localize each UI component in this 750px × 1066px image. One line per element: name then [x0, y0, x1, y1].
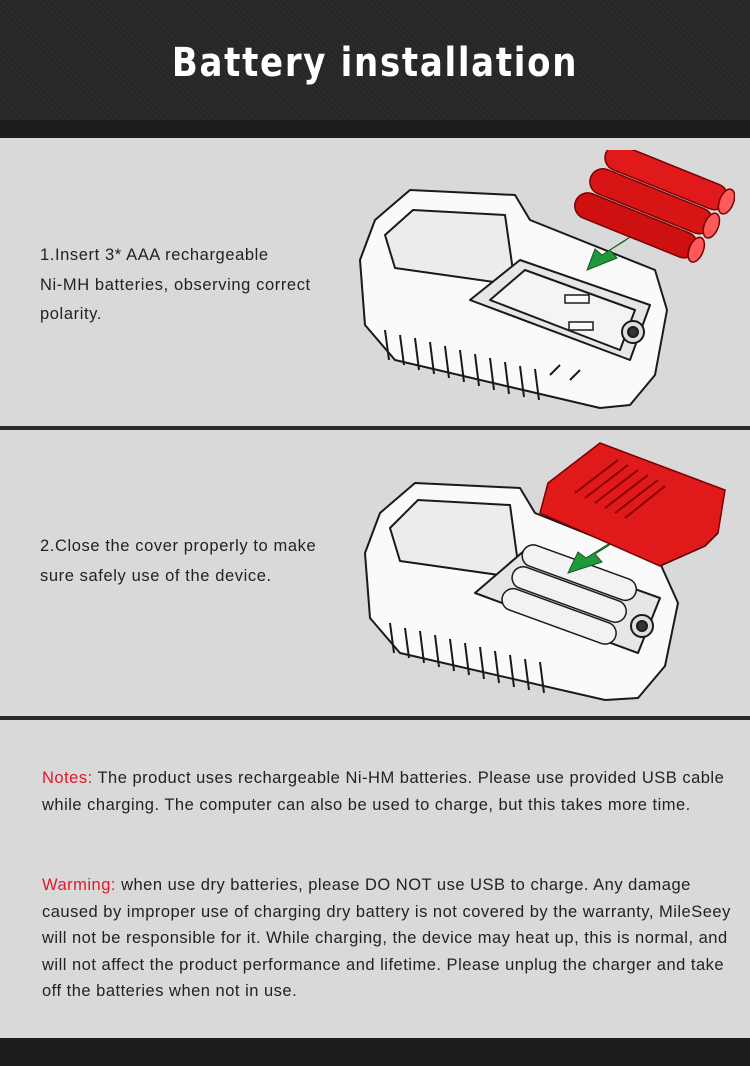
step-1-line-2: Ni-MH batteries, observing correct — [40, 275, 311, 294]
step-2-line-1: 2.Close the cover properly to make — [40, 537, 317, 555]
notes-label: Notes: — [42, 769, 93, 787]
step-2-line-2: sure safely use of the device. — [40, 566, 272, 585]
warning-paragraph — [42, 872, 742, 1005]
header-band — [0, 120, 750, 138]
warning-text: when use dry batteries, please DO NOT use USB to charge. Any damage caused by improper use of charging dry battery is not covered by the warranty, MileSeey will not be responsible for it. While charging, the device may heat up, this is normal, and will not affect the product performance and lifetime. Please unplug the charger and take off the batteries when not in use. — [42, 876, 731, 1000]
step-2-text — [40, 532, 316, 591]
warning-label: Warming: — [42, 876, 116, 894]
page-title: Battery installation — [171, 40, 579, 86]
step-1-line-1: 1.Insert 3* AAA rechargeable — [40, 246, 269, 264]
device-cover-illustration — [360, 438, 735, 708]
device-open-compartment-illustration — [355, 150, 735, 415]
step-1-text — [40, 241, 311, 330]
notes-text: The product uses rechargeable Ni-HM batteries. Please use provided USB cable while charging. The computer can also be used to charge, but this takes more time. — [42, 769, 725, 814]
footer-band — [0, 1038, 750, 1066]
page-header — [0, 0, 750, 120]
step-1-line-3: polarity. — [40, 305, 102, 323]
notes-paragraph — [42, 765, 742, 818]
